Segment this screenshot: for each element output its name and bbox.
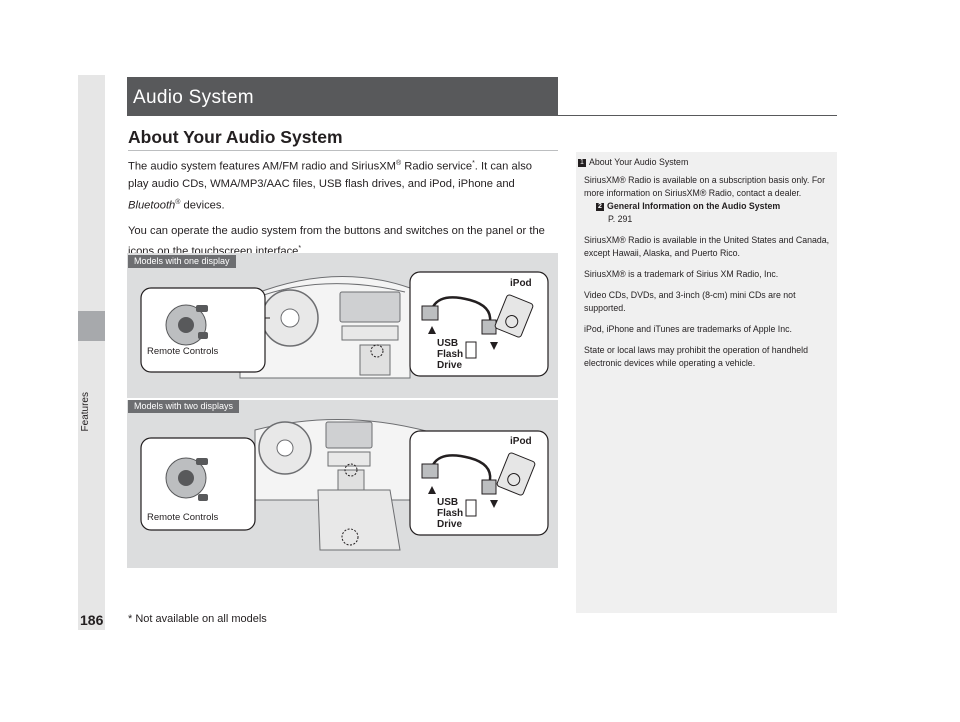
sidebar-heading-text: About Your Audio System [589, 157, 689, 167]
page-heading: About Your Audio System [128, 127, 343, 147]
sidebar-note: SiriusXM® is a trademark of Sirius XM Radio, Inc. [584, 269, 779, 279]
section-title: Audio System [133, 87, 254, 108]
registered-mark: ® [175, 198, 181, 206]
footnote: * Not available on all models [128, 613, 267, 625]
remote-controls-label-2: Remote Controls [147, 512, 219, 523]
footnote-asterisk: * [298, 245, 302, 253]
registered-mark: ® [396, 160, 402, 167]
page-number: 186 [80, 612, 104, 628]
model-tag-two-displays: Models with two displays [128, 400, 239, 413]
sidebar-note-text: SiriusXM® Radio is available on a subscription basis only. For more information on SiriusXM® Radio, contact a dealer. [584, 175, 826, 198]
body-text-segment: . It can also play audio CDs, WMA/MP3/AAC files, USB flash drives, and iPod, iPhone and [128, 160, 533, 191]
ipod-label: iPod [510, 278, 532, 289]
bluetooth-term: Bluetooth [128, 199, 176, 212]
sidebar-note: SiriusXM® Radio is available in the United States and Canada, except Hawaii, Alaska, and Puerto Rico. [584, 235, 830, 258]
note-marker-icon: 1 [578, 159, 586, 167]
usb-ipod-callout-1 [410, 272, 548, 376]
drive-label: Drive [437, 360, 463, 371]
body-text-segment: Radio service [401, 160, 473, 173]
chapter-side-label: Features [80, 392, 91, 432]
remote-controls-label: Remote Controls [147, 346, 219, 357]
cross-reference-icon: 2 [596, 203, 604, 211]
body-text-segment: You can operate the audio system from the buttons and switches on the panel or the [128, 224, 545, 237]
usb-ipod-callout-2 [410, 431, 548, 535]
sidebar-note: State or local laws may prohibit the operation of handheld electronic devices while operating a vehicle. [584, 345, 808, 368]
sidebar-note: iPod, iPhone and iTunes are trademarks of Apple Inc. [584, 324, 792, 334]
model-tag-one-display: Models with one display [128, 255, 236, 268]
drive-label-2: Drive [437, 519, 463, 530]
body-text-segment: devices. [180, 199, 225, 212]
dashboard-two-displays-drawing [255, 419, 430, 550]
footnote-asterisk: * [472, 160, 475, 167]
cross-reference-title: General Information on the Audio System [607, 201, 781, 211]
ipod-label-2: iPod [510, 436, 532, 447]
body-text-segment: The audio system features AM/FM radio and SiriusXM [128, 160, 396, 173]
usb-label-2: USB [437, 497, 459, 508]
remote-controls-callout-2 [141, 438, 255, 530]
sidebar-note: Video CDs, DVDs, and 3-inch (8-cm) mini CDs are not supported. [584, 290, 796, 313]
cross-reference-page: P. 291 [608, 214, 633, 224]
remote-controls-callout [141, 288, 270, 372]
flash-label-2: Flash [437, 508, 464, 519]
usb-label: USB [437, 338, 459, 349]
flash-label: Flash [437, 349, 464, 360]
